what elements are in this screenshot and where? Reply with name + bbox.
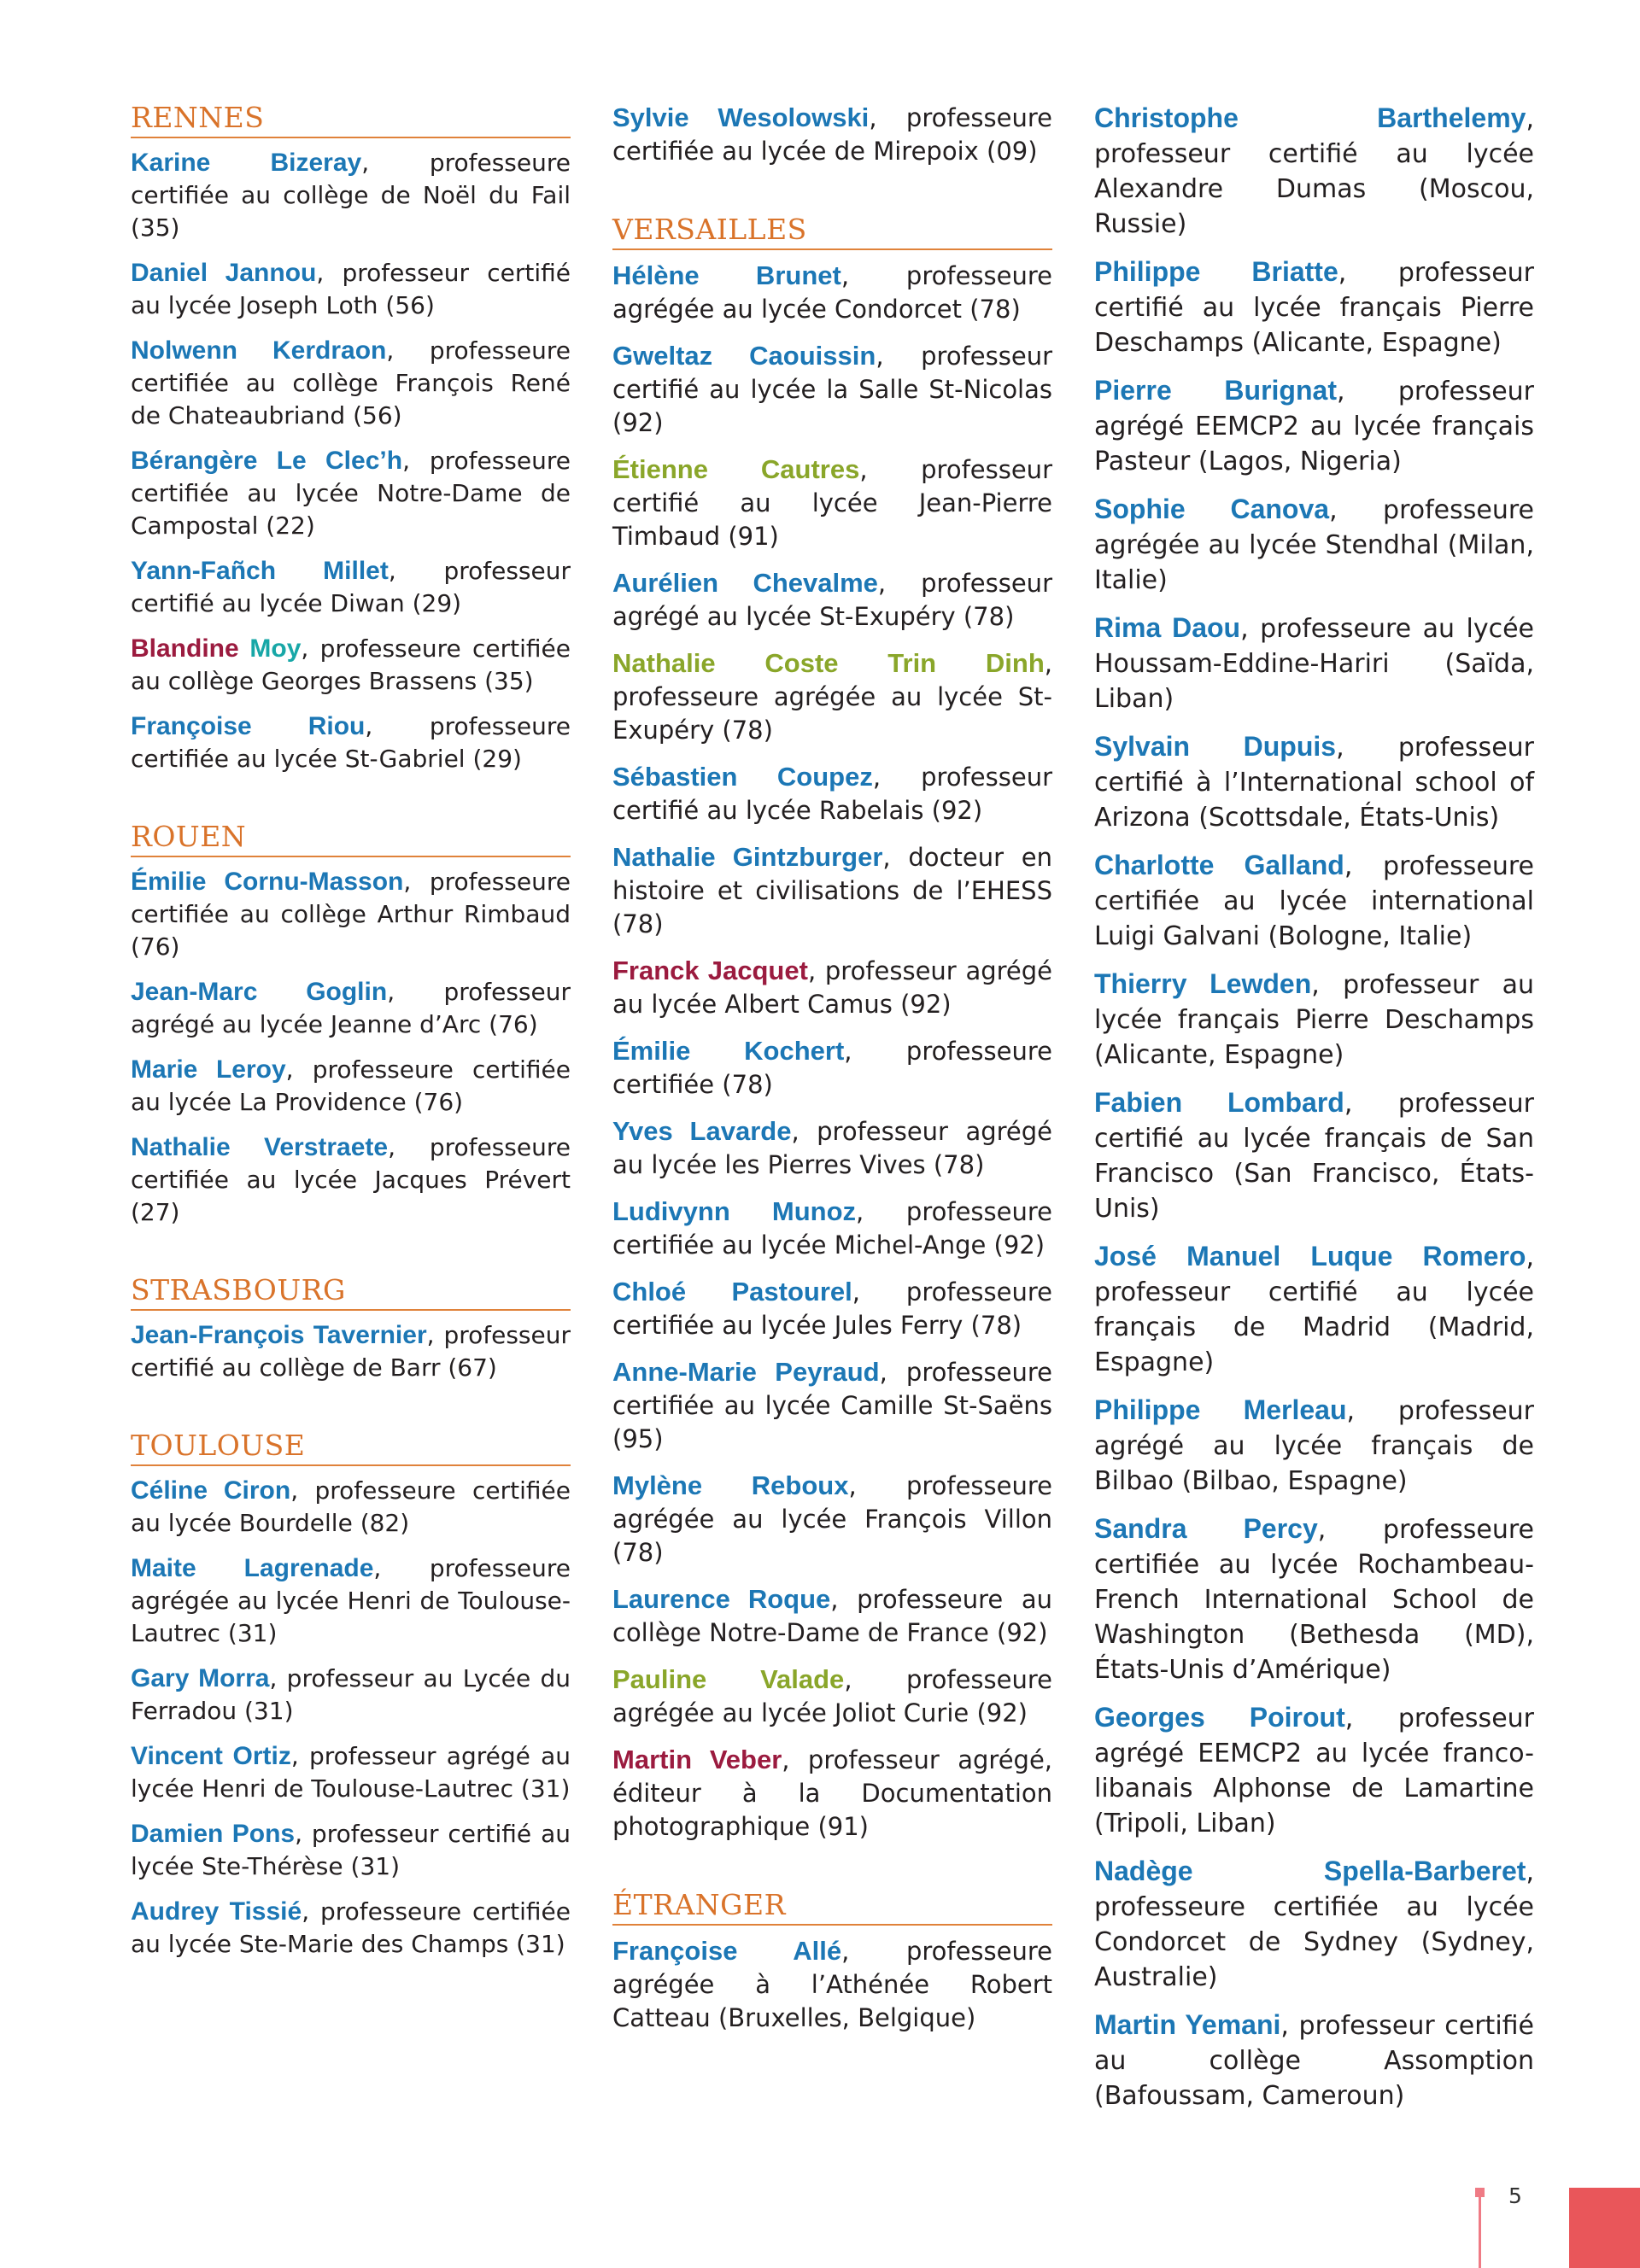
contributor-description: , professeure certifiée au lycée Ste-Marie des Champs (31) [131,1897,571,1958]
contributor-name: Christophe Barthelemy [1094,102,1526,133]
contributor-description: , professeure agrégée au lycée Stendhal (Milan, Italie) [1094,495,1534,595]
contributor-name: Karine Bizeray [131,149,362,177]
contributor-entry [612,1582,1052,1650]
contributor-entry [612,1663,1052,1730]
contributor-name: Aurélien Chevalme [612,568,878,598]
contributor-entry [131,1319,571,1384]
contributor-description: , docteur en histoire et civilisations de l’EHESS (78) [612,843,1052,938]
contributor-name: Anne-Marie Peyraud [612,1357,880,1387]
contributor-description: , professeure certifiée au collège de Noël du Fail (35) [131,149,571,242]
contributor-name: Yann-Fañch Millet [131,557,389,585]
contributor-description: , professeur certifié au lycée Ste-Thérèse (31) [131,1820,571,1880]
contributor-name: Martin Veber [612,1745,782,1774]
contributor-description: , professeure agrégée au lycée Henri de Toulouse-Lautrec (31) [131,1554,571,1647]
contributor-description: , professeure certifiée au collège Arthur Rimbaud (76) [131,868,571,961]
contributor-name: Daniel Jannou [131,259,317,287]
region-section [612,1888,1052,2035]
contributor-entry [612,566,1052,634]
contributor-description: , professeur certifié au lycée Diwan (29) [131,557,571,617]
contributor-entry [1094,967,1534,1073]
contributor-entry [1094,101,1534,242]
contributor-description: , professeur agrégé au lycée Henri de Toulouse-Lautrec (31) [131,1742,571,1803]
contributor-name: Sébastien Coupez [612,762,873,792]
section-heading: TOULOUSE [131,1429,571,1466]
section-heading: ÉTRANGER [612,1888,1052,1926]
contributor-description: , professeur certifié au lycée Alexandre Dumas (Moscou, Russie) [1094,104,1534,239]
contributor-name: Martin Yemani [1094,2009,1281,2040]
contributor-name: Mylène Reboux [612,1470,849,1500]
contributor-description: , professeure certifiée au lycée Camille St-Saëns (95) [612,1358,1052,1453]
contributor-entry [1094,848,1534,954]
contributor-name: Françoise Allé [612,1936,842,1966]
contributor-description: , professeur agrégé au lycée les Pierres Vives (78) [612,1117,1053,1179]
contributor-entry [612,1034,1052,1102]
region-section [612,101,1052,168]
contributor-description: , professeure certifiée au collège Georges Brassens (35) [131,634,571,695]
contributor-description: , professeur agrégé au lycée français de Bilbao (Bilbao, Espagne) [1094,1396,1535,1496]
contributor-entry [612,840,1052,941]
contributor-name: José Manuel Luque Romero [1094,1241,1526,1271]
contributor-name: Sophie Canova [1094,494,1330,524]
region-section [612,213,1052,1844]
contributor-entry [1094,2008,1534,2113]
contributor-description: , professeure agrégée au lycée Joliot Curie (92) [612,1665,1052,1727]
contributor-name: Bérangère Le Clec’h [131,447,403,475]
contributor-entry [612,760,1052,827]
contributor-description: , professeure certifiée au lycée Rochambeau-French International School de Washington (Bethesda (MD), États-Unis d’Amérique) [1094,1515,1534,1685]
contributor-name: Yves Lavarde [612,1116,792,1146]
contributor-description: , professeur agrégé au lycée Jeanne d’Arc (76) [131,978,571,1038]
contributor-description: , professeure certifiée au lycée Condorcet de Sydney (Sydney, Australie) [1094,1857,1534,1992]
contributor-entry [131,1663,571,1727]
contributor-description: , professeur au lycée français Pierre Deschamps (Alicante, Espagne) [1094,970,1534,1070]
contributor-name: Chloé Pastourel [612,1277,852,1306]
footer-marker-line [1479,2191,1481,2268]
contributor-description: , professeure agrégée au lycée Condorcet (78) [612,261,1052,324]
column-2 [612,101,1052,2079]
contributor-name: Jean-Marc Goglin [131,978,388,1006]
column-3 [1094,101,1534,2158]
contributor-name: Hélène Brunet [612,260,841,290]
contributor-description: , professeur certifié au collège de Barr (67) [131,1321,571,1382]
contributor-name: Gweltaz Caouissin [612,341,876,371]
contributor-name: Étienne Cautres [612,454,860,484]
contributor-description: , professeure certifiée au lycée Michel-Ange (92) [612,1197,1052,1260]
contributor-entry [1094,729,1534,835]
contributor-name: Nathalie Verstraete [131,1133,389,1161]
contributor-entry [1094,492,1534,598]
contributor-name: Pierre Burignat [1094,375,1337,406]
contributor-description: , professeur certifié au lycée la Salle St-Nicolas (92) [612,342,1052,437]
contributor-name: Ludivynn Munoz [612,1196,857,1226]
contributor-name: Pauline Valade [612,1664,845,1694]
contributor-description: , professeure certifiée (78) [612,1037,1052,1099]
contributor-entry [131,1475,571,1540]
contributor-name: Audrey Tissié [131,1897,302,1926]
contributor-description: , professeur au Lycée du Ferradou (31) [131,1664,571,1725]
contributor-entry [131,555,571,620]
contributor-description: , professeur certifié au lycée Joseph Loth (56) [131,259,571,319]
contributor-entry [1094,1239,1534,1380]
contributor-entry [131,445,571,542]
contributor-entry [1094,1854,1534,1995]
contributor-description: , professeure au collège Notre-Dame de France (92) [612,1585,1052,1647]
contributor-name: Moy [249,634,302,663]
contributor-entry [612,954,1052,1021]
contributor-entry [131,1131,571,1229]
contributor-description: , professeur certifié au lycée français Pierre Deschamps (Alicante, Espagne) [1094,258,1534,358]
page-number: 5 [1508,2183,1522,2208]
region-section [131,820,571,1229]
contributor-name: Thierry Lewden [1094,968,1312,999]
contributor-entry [1094,611,1534,716]
contributor-entry [131,710,571,775]
contributor-name: Céline Ciron [131,1476,291,1505]
contributor-name: Blandine [131,634,250,663]
region-section [131,1273,571,1384]
contributor-description: , professeure certifiée au lycée La Providence (76) [131,1055,571,1116]
contributor-name: Émilie Kochert [612,1036,845,1066]
contributor-name: Philippe Briatte [1094,256,1338,287]
contributor-name: Georges Poirout [1094,1702,1345,1733]
contributor-description: , professeur certifié au lycée français de San Francisco (San Francisco, États-Unis) [1094,1089,1535,1224]
contributor-description: , professeure certifiée au lycée Bourdelle (82) [131,1476,571,1537]
contributor-description: , professeur certifié au collège Assomption (Bafoussam, Cameroun) [1094,2011,1535,2111]
contributor-description: , professeure agrégée à l’Athénée Robert Catteau (Bruxelles, Belgique) [612,1937,1052,2032]
contributor-entry [612,259,1052,326]
contributor-name: Nathalie Coste Trin Dinh [612,648,1045,678]
contributor-entry [612,339,1052,440]
contributor-entry [612,1934,1052,2035]
contributor-entry [1094,254,1534,360]
contributor-description: , professeure certifiée au lycée international Luigi Galvani (Bologne, Italie) [1094,851,1535,951]
contributor-entry [1094,1700,1534,1841]
contributor-name: Nolwenn Kerdraon [131,336,387,365]
contributor-description: , professeur agrégé EEMCP2 au lycée français Pasteur (Lagos, Nigeria) [1094,377,1534,476]
contributor-description: , professeur certifié au lycée Rabelais (92) [612,763,1052,825]
contributor-entry [612,1743,1052,1844]
section-heading: ROUEN [131,820,571,857]
contributor-name: Laurence Roque [612,1584,831,1614]
contributor-name: Fabien Lombard [1094,1087,1344,1118]
contributor-entry [612,1469,1052,1569]
contributor-description: , professeur agrégé au lycée St-Exupéry (78) [612,569,1052,631]
section-heading: VERSAILLES [612,213,1052,250]
contributor-description: , professeure au lycée Houssam-Eddine-Hariri (Saïda, Liban) [1094,614,1534,714]
contributor-entry [131,633,571,698]
contributor-entry [612,1275,1052,1342]
contributor-entry [612,646,1052,747]
contributor-entry [131,1552,571,1650]
contributor-description: , professeur certifié au lycée français de Madrid (Madrid, Espagne) [1094,1242,1534,1377]
contributor-entry [1094,1085,1534,1226]
column-1 [131,101,571,2005]
contributor-description: , professeur certifié à l’International school of Arizona (Scottsdale, États-Unis) [1094,733,1534,833]
contributor-description: , professeur certifié au lycée Jean-Pierre Timbaud (91) [612,455,1052,551]
region-section [131,101,571,775]
contributor-name: Marie Leroy [131,1055,286,1084]
contributor-entry [612,453,1052,553]
contributor-name: Philippe Merleau [1094,1394,1347,1425]
contributor-entry [612,1114,1052,1182]
region-section [1094,101,1534,2113]
contributor-description: , professeur agrégé au lycée Albert Camus (92) [612,956,1052,1019]
contributor-name: Françoise Riou [131,712,366,740]
region-section [131,1429,571,1961]
contributor-name: Sandra Percy [1094,1513,1318,1544]
contributor-entry [131,335,571,432]
contributor-description: , professeur agrégé, éditeur à la Documentation photographique (91) [612,1745,1052,1841]
contributor-entry [612,101,1052,168]
contributor-name: Franck Jacquet [612,956,808,985]
contributor-entry [612,1195,1052,1262]
footer-color-tab [1569,2188,1640,2268]
contributor-description: , professeure certifiée au lycée de Mirepoix (09) [612,103,1052,166]
contributor-name: Sylvain Dupuis [1094,731,1337,762]
section-heading: RENNES [131,101,571,138]
contributor-description: , professeure agrégée au lycée François Villon (78) [612,1471,1052,1567]
contributor-entry [131,257,571,322]
contributor-entry [131,976,571,1041]
contributor-entry [131,147,571,244]
contributor-name: Nathalie Gintzburger [612,842,883,872]
contributor-name: Rima Daou [1094,612,1241,643]
contributor-entry [131,1818,571,1883]
contributor-description: , professeure certifiée au lycée Notre-Dame de Campostal (22) [131,447,571,540]
contributor-description: , professeur agrégé EEMCP2 au lycée franco-libanais Alphonse de Lamartine (Tripoli, Liban) [1094,1704,1534,1838]
contributor-name: Charlotte Galland [1094,850,1344,880]
contributor-name: Émilie Cornu-Masson [131,868,404,896]
contributor-name: Jean-François Tavernier [131,1321,427,1349]
contributor-name: Sylvie Wesolowski [612,102,870,132]
contributor-name: Vincent Ortiz [131,1742,291,1770]
contributor-description: , professeure certifiée au lycée St-Gabriel (29) [131,712,571,773]
contributor-name: Damien Pons [131,1820,296,1848]
contributor-entry [131,1896,571,1961]
section-heading: STRASBOURG [131,1273,571,1311]
contributor-entry [1094,1393,1534,1499]
contributor-name: Gary Morra [131,1664,270,1692]
contributor-entry [131,866,571,963]
contributor-entry [131,1740,571,1805]
contributor-description: , professeure agrégée au lycée St-Exupéry (78) [612,649,1052,745]
contributor-entry [131,1054,571,1119]
contributor-name: Nadège Spella-Barberet [1094,1856,1526,1886]
contributor-entry [1094,1511,1534,1687]
contributor-description: , professeure certifiée au collège François René de Chateaubriand (56) [131,336,571,430]
contributor-entry [1094,373,1534,479]
contributor-description: , professeure certifiée au lycée Jacques Prévert (27) [131,1133,571,1226]
contributor-name: Maite Lagrenade [131,1554,374,1582]
contributor-description: , professeure certifiée au lycée Jules Ferry (78) [612,1277,1052,1340]
contributor-entry [612,1355,1052,1456]
